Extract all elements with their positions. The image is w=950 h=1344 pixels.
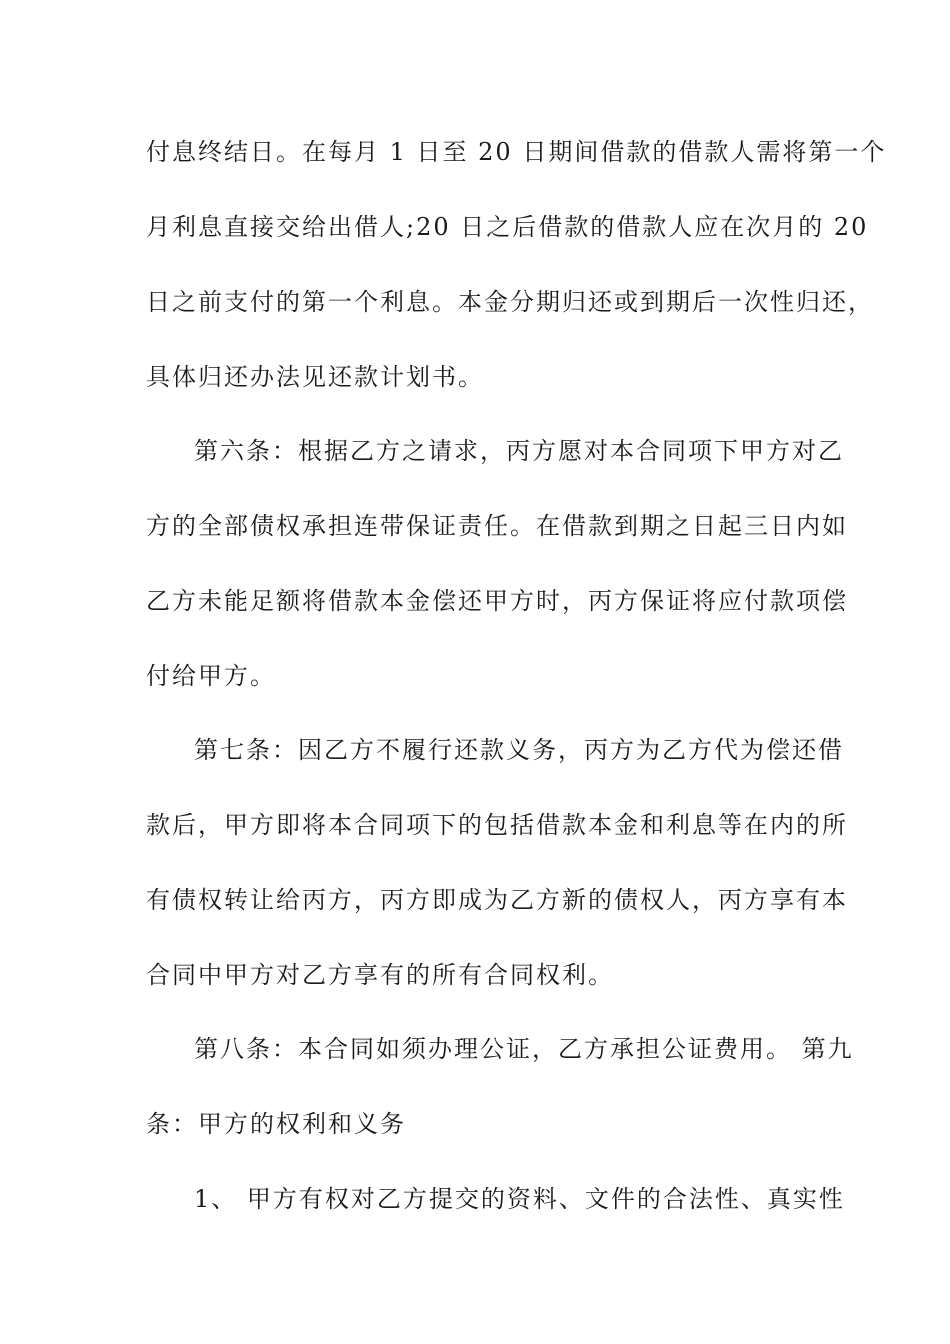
text-line: 日之前支付的第一个利息。本金分期归还或到期后一次性归还，	[146, 288, 874, 316]
text-line: 具体归还办法见还款计划书。	[146, 363, 484, 391]
text-line: 月利息直接交给出借人;20 日之后借款的借款人应在次月的 20	[146, 213, 869, 241]
article-6-line: 第六条：根据乙方之请求，丙方愿对本合同项下甲方对乙	[194, 437, 844, 465]
text-line: 合同中甲方对乙方享有的所有合同权利。	[146, 961, 614, 989]
text-line: 付息终结日。在每月 1 日至 20 日期间借款的借款人需将第一个	[146, 138, 887, 166]
text-line: 乙方未能足额将借款本金偿还甲方时，丙方保证将应付款项偿	[146, 587, 848, 615]
article-7-line: 第七条：因乙方不履行还款义务，丙方为乙方代为偿还借	[194, 736, 844, 764]
list-item-1: 1、 甲方有权对乙方提交的资料、文件的合法性、真实性	[194, 1185, 845, 1213]
text-line: 款后，甲方即将本合同项下的包括借款本金和利息等在内的所	[146, 811, 848, 839]
article-8-line: 第八条：本合同如须办理公证，乙方承担公证费用。 第九	[194, 1035, 854, 1063]
text-line: 有债权转让给丙方，丙方即成为乙方新的债权人，丙方享有本	[146, 886, 848, 914]
text-line: 方的全部债权承担连带保证责任。在借款到期之日起三日内如	[146, 512, 848, 540]
text-line: 条：甲方的权利和义务	[146, 1110, 406, 1138]
text-line: 付给甲方。	[146, 662, 276, 690]
